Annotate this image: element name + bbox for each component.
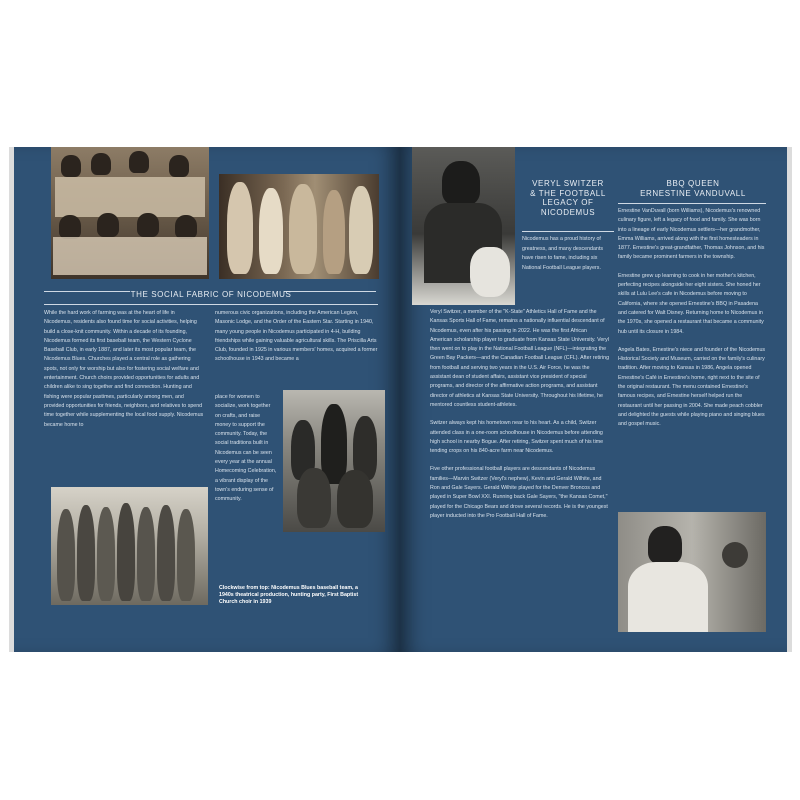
hunting-party-photo bbox=[283, 390, 385, 532]
title-line: NICODEMUS bbox=[540, 207, 596, 217]
paragraph: While the hard work of farming was at the heart of life in Nicodemus, residents also found time for social activities, helping build a close-knit community. Within a decade of its founding, Nicodemus formed its first baseball team, the Western Cyclone Baseball Club, in early 1887, and later its most popular team, the Nicodemus Blues. Churches played a central role as gathering spots, not only for worship but also for fostering social welfare and entertainment. Church choirs provided opportunities for adults and children alike to sing together and find connection. Hunting and fishing were popular pastimes, particularly among men, and provided opportunities for friends, neighbors, and relatives to spend time together while supplementing the local food supply. Nicodemus became home to bbox=[44, 310, 204, 428]
veryl-intro-text bbox=[522, 235, 614, 282]
paragraph: Angela Bates, Ernestine's niece and founder of the Nicodemus Historical Society and Museum, carried on the family's culinary tradition. After moving to Kansas in 1986, Angela opened Ernestine's Café in Ernestine's home, right next to the site of the original restaurant. The menu contained Ernestine's famous recipes, and Ernestine herself helped run the restaurant until her passing in 2004. She made peach cobbler and delighted the guests while playing piano and singing blues and gospel music. bbox=[618, 346, 766, 428]
baseball-team-photo bbox=[51, 147, 209, 279]
theatrical-production-photo bbox=[219, 174, 379, 279]
middle-column-narrow-text bbox=[215, 393, 277, 514]
title-line: ERNESTINE VANDUVALL bbox=[640, 188, 746, 198]
paragraph: Ernestine grew up learning to cook in her mother's kitchen, perfecting recipes alongside her eight sisters. She honed her skills at Lulu Lee's cafe in Nicodemus before moving to California, where she opened Ernestine's BBQ in Pasadena and catered for Walt Disney. Returning home to Nicodemus in the 1970s, she opened a restaurant that became a community hub until its closure in 1984. bbox=[618, 272, 764, 335]
title-line: & THE FOOTBALL bbox=[530, 188, 606, 198]
title-line: VERYL SWITZER bbox=[532, 179, 604, 188]
section-rule-bottom bbox=[44, 304, 378, 305]
bbq-title-rule bbox=[618, 203, 766, 204]
bbq-body-text bbox=[618, 207, 766, 439]
right-page bbox=[400, 147, 787, 652]
paragraph: place for women to socialize, work together on crafts, and raise money to support the community. Today, the social traditions built in Nicodemus can be seen every year at the annual Homecoming Celebration, a vibrant display of the town's enduring sense of community. bbox=[215, 394, 277, 503]
veryl-title-rule bbox=[522, 231, 614, 232]
section-title: THE SOCIAL FABRIC OF NICODEMUS bbox=[130, 290, 292, 299]
title-line: BBQ QUEEN bbox=[666, 179, 720, 188]
photo-caption: Clockwise from top: Nicodemus Blues baseball team, a 1940s theatrical production, hunting party, First Baptist Church choir in 1939 bbox=[219, 585, 359, 606]
paragraph: Nicodemus has a proud history of greatness, and many descendants have risen to fame, including six National Football League players. bbox=[522, 236, 603, 271]
paragraph: Switzer always kept his hometown near to his heart. As a child, Switzer attended class in a one-room schoolhouse in Nicodemus before attending high school in nearby Bogue. After retiring, Switzer spent much of his time tending crops on his 840-acre farm near Nicodemus. bbox=[430, 420, 604, 455]
paragraph: Five other professional football players are descendants of Nicodemus families—Marvin Switzer (Veryl's nephew), Kevin and Gerald Wilhite, and Ron and Gale Sayers. Gerald Wilhite played for the Denver Broncos and played in Super Bowl XXI. Running back Gale Sayers, "the Kansas Comet," played for the Chicago Bears and drove several records. He is the youngest player inducted into the Pro Football Hall of Fame. bbox=[430, 466, 608, 519]
veryl-section-title bbox=[520, 179, 616, 217]
ernestine-vanduvall-photo bbox=[618, 512, 766, 632]
veryl-body-text bbox=[430, 308, 610, 530]
bbq-section-title bbox=[618, 179, 768, 198]
veryl-switzer-photo bbox=[412, 147, 515, 305]
middle-column-text bbox=[215, 309, 379, 374]
title-line: LEGACY OF bbox=[542, 198, 594, 207]
left-page bbox=[14, 147, 400, 652]
paragraph: Veryl Switzer, a member of the "K-State" Athletics Hall of Fame and the Kansas Sports Hall of Fame, remains a nationally influential descendant of Nicodemus, even after his passing in 2022. He was the first African American scholarship player to graduate from Kansas State University. Veryl then went on to play in the National Football League (NFL)—integrating the Green Bay Packers—and the Canadian Football League (CFL). After retiring from football and serving two years in the U.S. Air Force, he was the assistant dean of student affairs, assistant vice president of special programs, and director of the affirmative action programs, and assistant director of athletics at Kansas State University. Throughout his lifetime, he mentored countless student-athletes. bbox=[430, 309, 610, 408]
paragraph: numerous civic organizations, including the American Legion, Masonic Lodge, and the Order of the Eastern Star. Starting in 1940, many young people in Nicodemus participated in 4-H, building friendships while gaining valuable agricultural skills. The Priscilla Arts Club, founded in 1925 in various members' homes, acquired a former schoolhouse in 1943 and became a bbox=[215, 310, 378, 363]
paragraph: Ernestine VanDuvall (born Williams), Nicodemus's renowned culinary figure, left a legacy of food and family. She was born into a lineage of early Nicodemus settlers—her grandmother, Emma Williams, arrived along with the first homesteaders in 1877. Ernestine's great-grandfather, Thomas Johnson, and his family became prominent farmers in the township. bbox=[618, 208, 765, 261]
church-choir-photo bbox=[51, 487, 208, 605]
left-column-text bbox=[44, 309, 204, 439]
open-book bbox=[14, 147, 787, 652]
